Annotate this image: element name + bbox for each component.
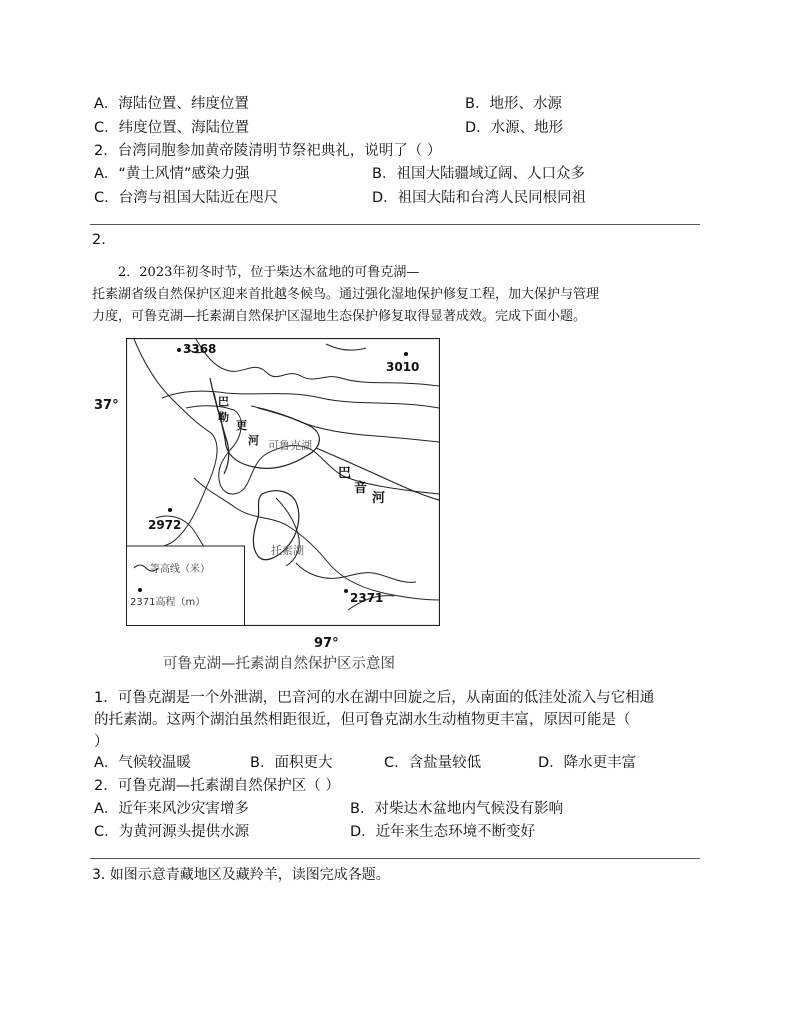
elevation-label: 2972 bbox=[148, 518, 182, 532]
river-label: 巴 bbox=[338, 466, 352, 481]
river-label: 勒 bbox=[218, 411, 229, 424]
map-caption: 可鲁克湖—托素湖自然保护区示意图 bbox=[163, 656, 395, 672]
question-stem: 的托素湖。这两个湖泊虽然相距很近，但可鲁克湖水生动植物更丰富，原因可能是（ bbox=[94, 712, 631, 728]
nature-reserve-map bbox=[126, 338, 440, 626]
elevation-point bbox=[404, 352, 408, 356]
section-divider bbox=[90, 858, 700, 859]
option-b: B．祖国大陆疆域辽阔、人口众多 bbox=[372, 166, 585, 182]
option-b: B．地形、水源 bbox=[465, 96, 562, 112]
elevation-point bbox=[344, 589, 348, 593]
option-d: D．祖国大陆和台湾人民同根同祖 bbox=[372, 190, 587, 206]
option-a: A．近年来风沙灾害增多 bbox=[94, 801, 249, 817]
option-c: C．为黄河源头提供水源 bbox=[94, 824, 250, 840]
elevation-point bbox=[168, 508, 172, 512]
longitude-label: 97° bbox=[314, 636, 339, 651]
river-label: 更 bbox=[236, 419, 247, 432]
legend-elevation-label: 2371高程（m） bbox=[130, 597, 206, 608]
section-divider bbox=[90, 224, 700, 225]
river-label: 河 bbox=[248, 434, 259, 447]
question-stem: 2．可鲁克湖—托素湖自然保护区（ ） bbox=[94, 778, 340, 794]
legend-elevation-symbol bbox=[138, 588, 142, 592]
elevation-label: 3368 bbox=[183, 342, 217, 356]
river-label: 音 bbox=[354, 481, 368, 496]
option-d: D．降水更丰富 bbox=[538, 755, 637, 771]
option-a: A．“黄土风情”感染力强 bbox=[94, 166, 250, 182]
option-b: B．面积更大 bbox=[250, 755, 333, 771]
option-a: A．海陆位置、纬度位置 bbox=[94, 96, 249, 112]
question-stem: ） bbox=[94, 734, 109, 750]
legend-contour-label: 等高线（米） bbox=[150, 564, 210, 575]
intro-line: 2．2023年初冬时节，位于柴达木盆地的可鲁克湖— bbox=[118, 265, 420, 280]
option-a: A．气候较温暖 bbox=[94, 755, 191, 771]
lake-label: 可鲁克湖 bbox=[268, 439, 312, 452]
lake-label: 托素湖 bbox=[271, 544, 304, 557]
intro-line: 力度，可鲁克湖—托素湖自然保护区湿地生态保护修复取得显著成效。完成下面小题。 bbox=[92, 309, 587, 324]
river-label: 河 bbox=[372, 491, 386, 506]
legend-box bbox=[127, 546, 245, 626]
question-stem: 3. 如图示意青藏地区及藏羚羊，读图完成各题。 bbox=[92, 867, 390, 883]
intro-line: 托素湖省级自然保护区迎来首批越冬候鸟。通过强化湿地保护修复工程，加大保护与管理 bbox=[92, 287, 600, 302]
question-number: 2. bbox=[92, 232, 106, 248]
elevation-label: 2371 bbox=[350, 591, 384, 605]
elevation-label: 3010 bbox=[386, 360, 420, 374]
option-c: C．纬度位置、海陆位置 bbox=[94, 120, 250, 136]
option-c: C．台湾与祖国大陆近在咫尺 bbox=[94, 190, 279, 206]
question-stem: 2．台湾同胞参加黄帝陵清明节祭祀典礼，说明了（ ） bbox=[94, 143, 442, 159]
option-d: D．水源、地形 bbox=[465, 120, 564, 136]
latitude-label: 37° bbox=[94, 398, 119, 413]
option-d: D．近年来生态环境不断变好 bbox=[350, 824, 536, 840]
question-stem: 1．可鲁克湖是一个外泄湖，巴音河的水在湖中回旋之后，从南面的低洼处流入与它相通 bbox=[94, 690, 655, 706]
river-label: 巴 bbox=[218, 395, 229, 408]
elevation-point bbox=[177, 348, 181, 352]
option-b: B．对柴达木盆地内气候没有影响 bbox=[350, 801, 563, 817]
option-c: C．含盐量较低 bbox=[384, 755, 482, 771]
